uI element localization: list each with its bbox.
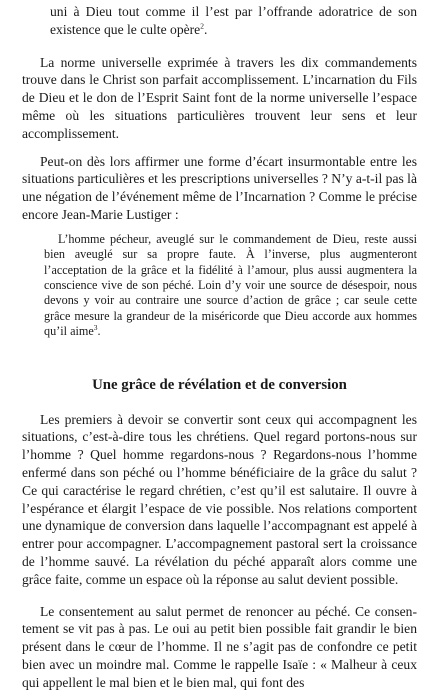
quote-text: L’homme pécheur, aveuglé sur le commandement de Dieu, reste aussi bien aveuglé sur sa propre faute. À l’inverse, plus augmenteront l’acceptation de la grâce et la fidélité à l’amour, plus aussi augmentera la conscience vive de son péché. Loin d’y voir une source de désespoir, nous devons y voir au contraire une source d’action de grâce ; car seule cette grâce mesure la grandeur de la miséricorde que Dieu accorde aux hommes qu’il aime [44, 231, 417, 339]
quote-end: . [97, 324, 101, 339]
paragraph-conversion: Les premiers à devoir se convertir sont ceux qui accompagnent les situations, c’est-à-dire tous les chrétiens. Quel regard portons-nous sur l’homme ? Quel homme regardons-nous ? Regardons-nous l’homme enfermé dans son péché ou l’homme bénéficiaire de la grâce du salut ? Ce qui caractérise le regard chrétien, c’est qu’il est salutaire. Il ouvre à l’espérance et élargit l’espace de vie possible. Nos relations comportent une dynamique de conversion dans laquelle l’accompagnant est appelé à entrer pour accompagner. L’accompagnement pastoral sert la croissance de l’homme sauvé. La révélation du péché apparaît alors comme une grâce faite, comme un espace où la réponse au salut devient possible. [22, 411, 417, 587]
section-heading: Une grâce de révélation et de conversion [92, 376, 347, 393]
paragraph-consentement: Le consentement au salut permet de renoncer au péché. Ce consentement se vit pas à pas. Le oui au petit bien possible fait grandir le bien présent dans le cœur de l’homme. Il ne s’agit pas de confondre ce petit bien avec un moindre mal. Comme le rappelle Isaïe : « Malheur à ceux qui appellent le mal bien et le bien mal, qui font des [22, 603, 417, 690]
paragraph-norme: La norme universelle exprimée à travers les dix commandements trouve dans le Christ son parfait accomplissement. L’incarnation du Fils de Dieu et le don de l’Esprit Saint font de la norme universelle l’espace même où les situations particulières trouvent leur sens et leur accomplissement. [22, 54, 417, 141]
continuation-paragraph [22, 3, 417, 39]
continuation-text: uni à Dieu tout comme il l’est par l’offrande adoratrice de son existence que le culte opère [50, 4, 417, 37]
block-quote [44, 232, 417, 340]
continuation-end: . [203, 21, 208, 37]
footnote-ref-3: 3 [93, 323, 98, 333]
footnote-ref-2: 2 [200, 21, 204, 31]
paragraph-question: Peut-on dès lors affirmer une forme d’écart insurmontable entre les situations particulières et les prescriptions universelles ? N’y a-t-il pas là une négation de l’événement même de l’Incarnation ? Comme le précise encore Jean-Marie Lustiger : [22, 153, 417, 222]
